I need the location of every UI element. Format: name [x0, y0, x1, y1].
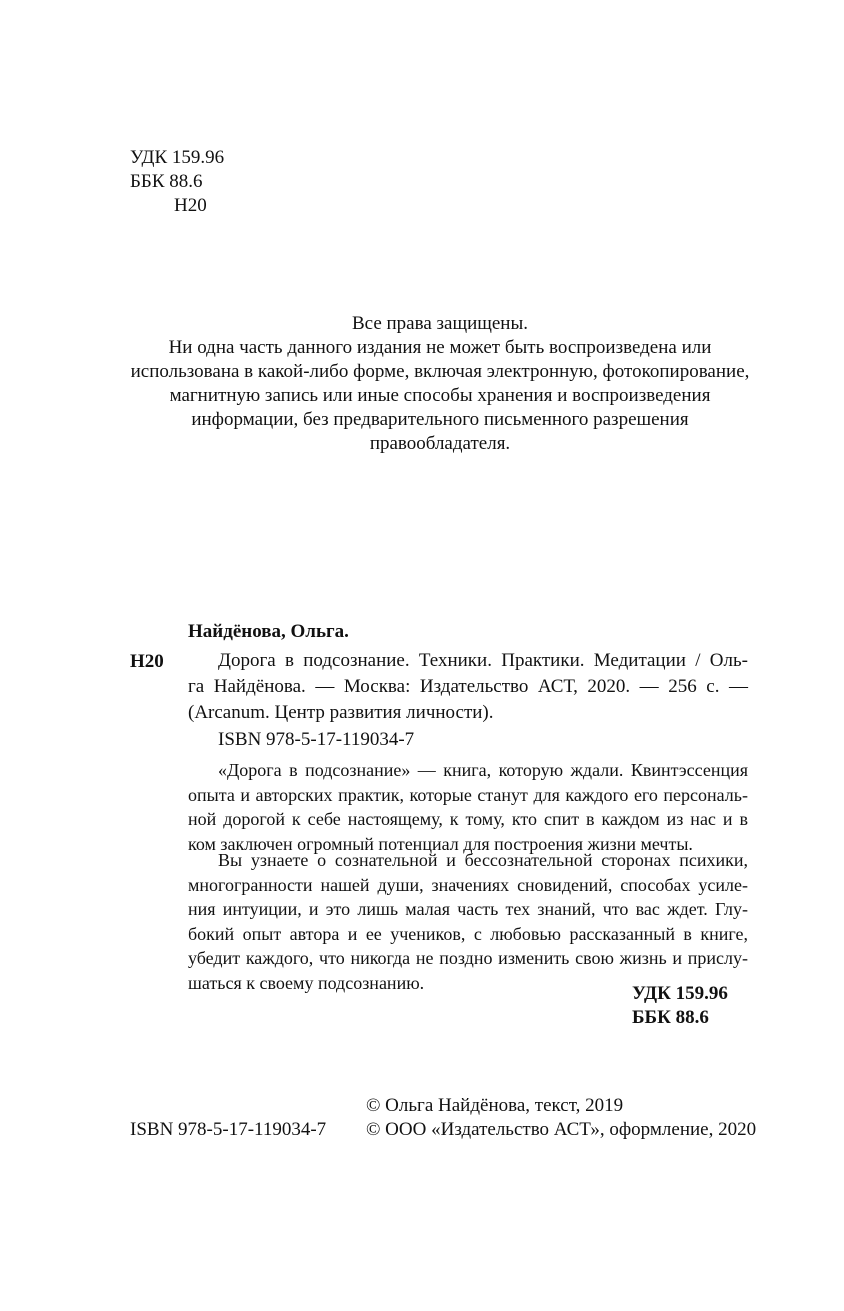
udk-code-top: УДК 159.96 [130, 147, 225, 168]
annotation-line: бокий опыт автора и ее учеников, с любовью рассказанный в книге, [188, 923, 748, 944]
rights-notice [100, 312, 780, 456]
rights-line: магнитную запись или иные способы хранения и воспроизведения [169, 385, 711, 406]
catalog-title-block [188, 648, 748, 726]
annotation-line: убедит каждого, что никогда не поздно изменить свою жизнь и прислу- [188, 948, 748, 968]
bbk-code-top: ББК 88.6 [130, 171, 203, 192]
rights-line: информации, без предварительного письменного разрешения [191, 409, 689, 430]
annotation-line: шаться к своему подсознанию. [188, 972, 425, 993]
catalog-author: Найдёнова, Ольга. [188, 621, 349, 642]
catalog-udk: УДК 159.96 [632, 983, 728, 1004]
rights-line: правообладателя. [369, 433, 511, 454]
annotation-line: ком заключен огромный потенциал для построения жизни мечты. [188, 833, 693, 854]
annotation-paragraph-1 [188, 758, 748, 856]
rights-line: использована в какой-либо форме, включая электронную, фотокопирование, [130, 361, 750, 382]
rights-line: Все права защищены. [351, 313, 528, 334]
annotation-line: опыта и авторских практик, которые станут для каждого его персональ- [188, 784, 748, 805]
author-mark-top: Н20 [174, 195, 207, 216]
annotation-paragraph-2 [188, 848, 748, 995]
catalog-author-mark: Н20 [130, 651, 164, 672]
catalog-title-line: га Найдёнова. — Москва: Издательство АСТ, 2020. — 256 с. — [188, 676, 748, 697]
annotation-line: многогранности нашей души, значениях сновидений, способах усиле- [188, 874, 748, 895]
catalog-bbk: ББК 88.6 [632, 1007, 709, 1028]
copyright-design: © ООО «Издательство АСТ», оформление, 2020 [366, 1119, 757, 1140]
catalog-title-line: Дорога в подсознание. Техники. Практики. Медитации / Оль- [218, 650, 748, 671]
catalog-title-line: (Arcanum. Центр развития личности). [188, 702, 494, 723]
copyright-text: © Ольга Найдёнова, текст, 2019 [366, 1095, 624, 1116]
catalog-isbn: ISBN 978-5-17-119034-7 [218, 729, 415, 750]
annotation-line: ной дорогой к себе настоящему, к тому, кто спит в каждом из нас и в [188, 809, 748, 829]
rights-line: Ни одна часть данного издания не может быть воспроизведена или [168, 337, 712, 358]
bottom-isbn: ISBN 978-5-17-119034-7 [130, 1119, 327, 1140]
annotation-line: ния интуиции, и это лишь малая часть тех знаний, что вас ждет. Глу- [188, 899, 748, 919]
annotation-line: «Дорога в подсознание» — книга, которую ждали. Квинтэссенция [218, 760, 748, 780]
annotation-line: Вы узнаете о сознательной и бессознательной сторонах психики, [218, 850, 748, 870]
